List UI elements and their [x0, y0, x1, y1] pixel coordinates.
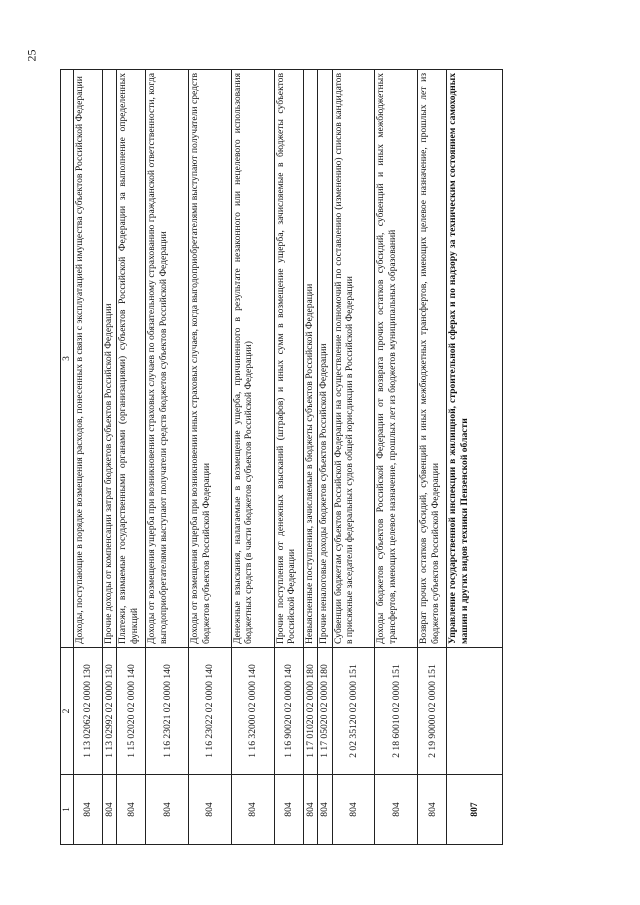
budget-code-cell	[447, 648, 503, 775]
admin-code-cell: 804	[189, 775, 232, 845]
admin-code-cell: 804	[303, 775, 317, 845]
description-cell: Субвенции бюджетам субъектов Российской Федерации на осуществление полномочий по составлению (изменению) списков кандидатов в присяжные заседатели федеральных судов общей юрисдикции в Российской Федерации	[332, 70, 375, 648]
budget-code-cell: 1 16 23022 02 0000 140	[189, 648, 232, 775]
description-cell: Доходы от возмещения ущерба при возникновении иных страховых случаев, когда выгодоприобретателями выступают получатели средств бюджетов субъектов Российской Федерации	[189, 70, 232, 648]
rotated-page-content	[60, 70, 503, 845]
description-cell: Платежи, взимаемые государственными органами (организациями) субъектов Российской Федерации за выполнение определенных функций	[117, 70, 146, 648]
description-cell: Управление государственной инспекции в жилищной, строительной сферах и по надзору за техническим состоянием самоходных машин и других видов техники Пензенской области	[447, 70, 503, 648]
admin-code-cell: 807	[447, 775, 503, 845]
admin-code-cell: 804	[102, 775, 116, 845]
table-row	[274, 70, 303, 845]
table-row	[102, 70, 116, 845]
description-cell: Возврат прочих остатков субсидий, субвенций и иных межбюджетных трансфертов, имеющих целевое назначение, прошлых лет из бюджетов субъектов Российской Федерации	[418, 70, 447, 648]
header-col-3: 3	[61, 70, 74, 648]
table-body	[74, 70, 503, 845]
revenue-codes-table	[60, 69, 503, 845]
table-row	[418, 70, 447, 845]
admin-code-cell: 804	[146, 775, 189, 845]
budget-code-cell: 2 02 35120 02 0000 151	[332, 648, 375, 775]
description-cell: Прочие неналоговые доходы бюджетов субъектов Российской Федерации	[318, 70, 332, 648]
description-cell: Денежные взыскания, налагаемые в возмещение ущерба, причиненного в результате незаконного или нецелевого использования бюджетных средств (в части бюджетов субъектов Российской Федерации)	[232, 70, 275, 648]
table-header-row	[61, 70, 74, 845]
admin-code-cell: 804	[318, 775, 332, 845]
admin-code-cell: 804	[232, 775, 275, 845]
admin-code-cell: 804	[274, 775, 303, 845]
description-cell: Доходы бюджетов субъектов Российской Федерации от возврата прочих остатков субсидий, субвенций и иных межбюджетных трансфертов, имеющих целевое назначение, прошлых лет из бюджетов муниципальных образований	[375, 70, 418, 648]
admin-code-cell: 804	[418, 775, 447, 845]
table-row	[117, 70, 146, 845]
description-cell: Доходы от возмещения ущерба при возникновении страховых случаев по обязательному страхованию гражданской ответственности, когда выгодоприобретателями выступают получатели средств бюджетов субъектов Российской Федерации	[146, 70, 189, 648]
admin-code-cell: 804	[375, 775, 418, 845]
budget-code-cell: 1 16 32000 02 0000 140	[232, 648, 275, 775]
budget-code-cell: 2 18 60010 02 0000 151	[375, 648, 418, 775]
header-col-2: 2	[61, 648, 74, 775]
budget-code-cell: 1 13 02992 02 0000 130	[102, 648, 116, 775]
table-row	[189, 70, 232, 845]
budget-code-cell: 1 16 90020 02 0000 140	[274, 648, 303, 775]
table-row	[146, 70, 189, 845]
budget-code-cell: 1 17 01020 02 0000 180	[303, 648, 317, 775]
admin-code-cell: 804	[74, 775, 103, 845]
table-row	[332, 70, 375, 845]
header-col-1: 1	[61, 775, 74, 845]
budget-code-cell: 1 13 02062 02 0000 130	[74, 648, 103, 775]
table-row	[447, 70, 503, 845]
budget-code-cell: 1 17 05020 02 0000 180	[318, 648, 332, 775]
description-cell: Прочие доходы от компенсации затрат бюджетов субъектов Российской Федерации	[102, 70, 116, 648]
admin-code-cell: 804	[117, 775, 146, 845]
budget-code-cell: 1 16 23021 02 0000 140	[146, 648, 189, 775]
budget-code-cell: 2 19 90000 02 0000 151	[418, 648, 447, 775]
description-cell: Невыясненные поступления, зачисляемые в бюджеты субъектов Российской Федерации	[303, 70, 317, 648]
table-row	[303, 70, 317, 845]
budget-code-cell: 1 15 02020 02 0000 140	[117, 648, 146, 775]
description-cell: Прочие поступления от денежных взысканий (штрафов) и иных сумм в возмещение ущерба, зачисляемые в бюджеты субъектов Российской Федерации	[274, 70, 303, 648]
table-row	[232, 70, 275, 845]
table-row	[375, 70, 418, 845]
table-row	[318, 70, 332, 845]
admin-code-cell: 804	[332, 775, 375, 845]
page-number: 25	[24, 49, 39, 62]
description-cell: Доходы, поступающие в порядке возмещения расходов, понесенных в связи с эксплуатацией имущества субъектов Российской Федерации	[74, 70, 103, 648]
table-row	[74, 70, 103, 845]
